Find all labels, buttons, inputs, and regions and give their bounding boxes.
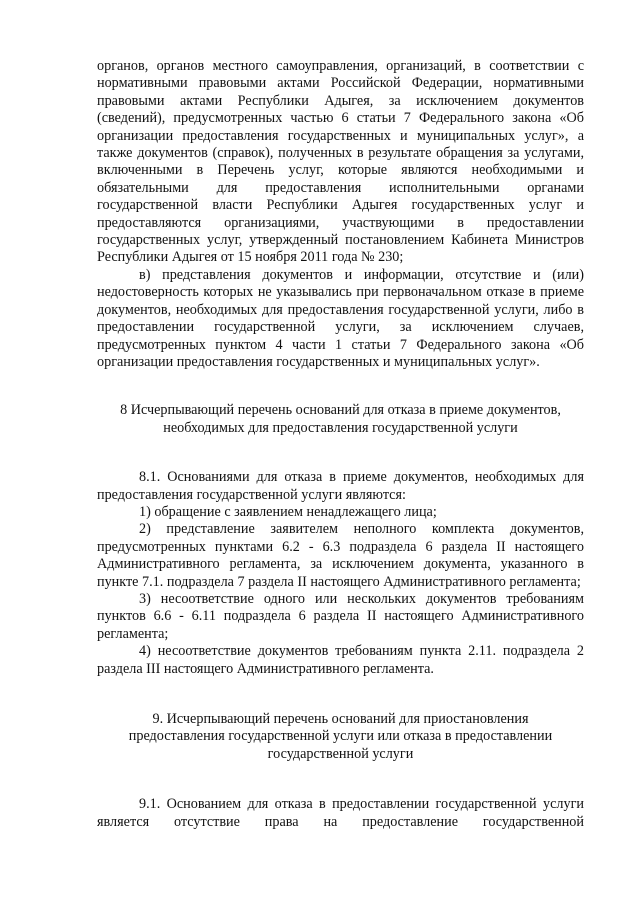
list-item-3: 3) несоответствие одного или нескольких документов требованиям пунктов 6.6 - 6.11 подраздела 6 раздела II настоящего Административного регламента; [97,590,584,642]
list-item-4: 4) несоответствие документов требованиям пункта 2.11. подраздела 2 раздела III настоящего Административного регламента. [97,643,584,677]
section-9-heading [97,711,584,763]
list-item-2: 2) представление заявителем неполного комплекта документов, предусмотренных пунктами 6.2 - 6.3 подраздела 6 раздела II настоящего Административного регламента, за исключением документа, указанного в пункте 7.1. подраздела 7 раздела II настоящего Административного регламента; [97,521,584,590]
paragraph-9-1: 9.1. Основанием для отказа в предоставлении государственной услуги является отсутствие права на предоставление государственной [97,796,584,830]
section-9-heading-line-2: предоставления государственной услуги или отказа в предоставлении [128,728,553,745]
document-page [97,58,584,831]
section-8-heading [97,402,584,437]
paragraph-continuation: органов, органов местного самоуправления, организаций, в соответствии с нормативными правовыми актами Российской Федерации, нормативными правовыми актами Республики Адыгея, за исключением документов (сведений), предусмотренных частью 6 статьи 7 Федерального закона «Об организации предоставления государственных и муниципальных услуг», а также документов (справок), полученных в результате обращения за услугами, включенными в Перечень услуг, которые являются необходимыми и обязательными для предоставления исполнительными органами государственной власти Республики Адыгея государственных услуг и предоставляются организациями, участвующими в предоставлении государственных услуг, утвержденный постановлением Кабинета Министров Республики Адыгея от 15 ноября 2011 года № 230; [97,58,584,266]
paragraph-8-1: 8.1. Основаниями для отказа в приеме документов, необходимых для предоставления государственной услуги являются: [97,469,584,503]
section-8-heading-line-1: 8 Исчерпывающий перечень оснований для отказа в приеме документов, [120,402,561,419]
section-9-heading-line-1: 9. Исчерпывающий перечень оснований для приостановления [152,711,529,727]
paragraph-v: в) представления документов и информации, отсутствие и (или) недостоверность которых не указывались при первоначальном отказе в приеме документов, необходимых для предоставления государственной услуги, либо в предоставлении государственной услуги, за исключением случаев, предусмотренных пунктом 4 части 1 статьи 7 Федерального закона «Об организации предоставления государственных и муниципальных услуг». [97,266,584,370]
list-item-1: 1) обращение с заявлением ненадлежащего лица; [139,503,437,520]
section-8-heading-line-2: необходимых для предоставления государственной услуги [163,419,518,436]
section-9-heading-line-3: государственной услуги [267,745,414,762]
